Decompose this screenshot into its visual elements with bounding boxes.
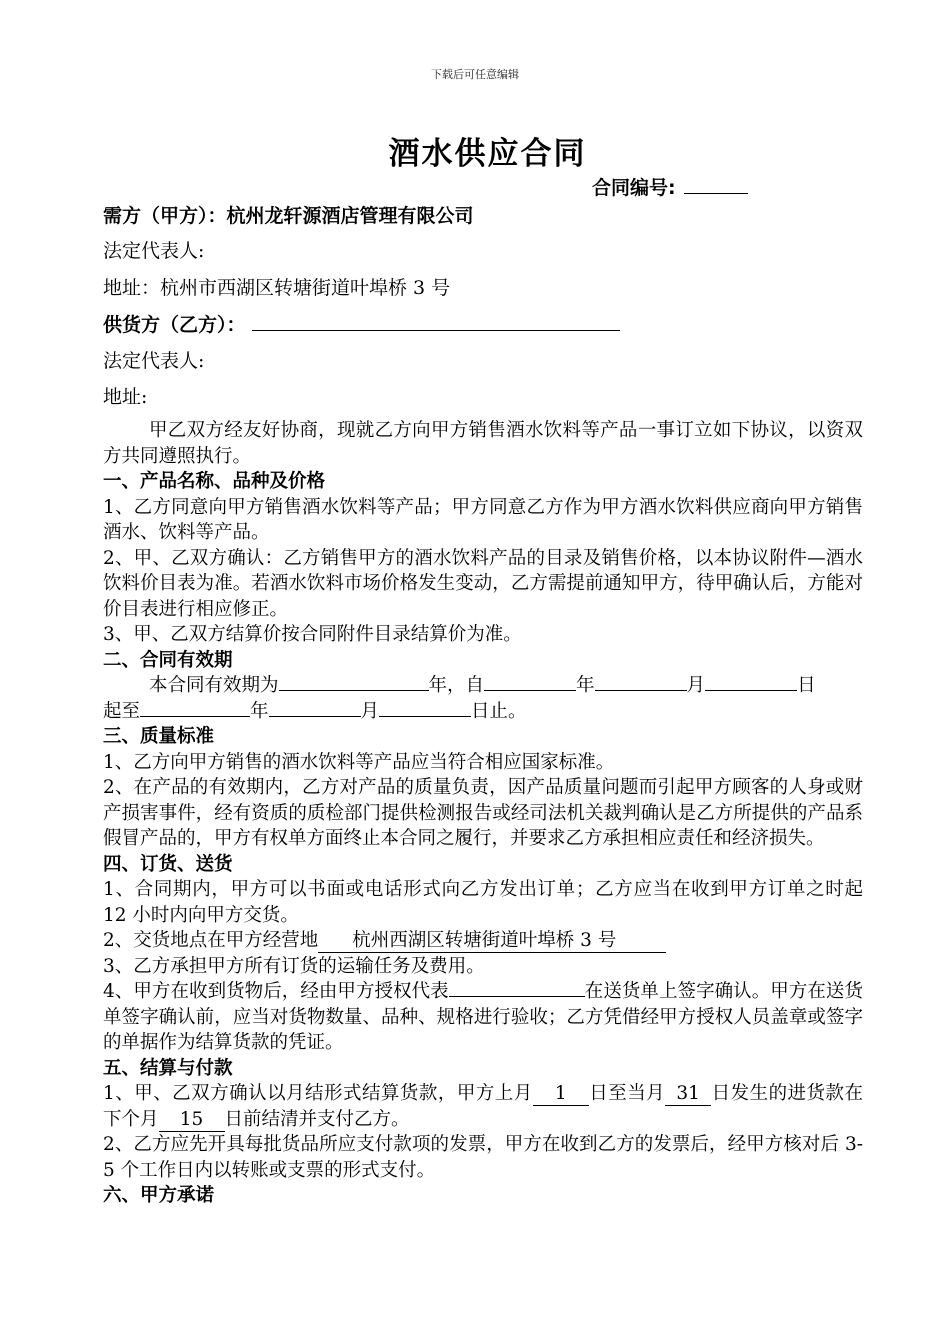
supplier-label: 供货方（乙方）：	[103, 314, 246, 336]
header-note: 下载后可任意编辑	[431, 68, 519, 81]
end-day-blank[interactable]	[379, 716, 471, 717]
payment-text-3: 日发生的进货款在下个月	[103, 1083, 863, 1130]
authorized-rep-text: 在送货单上签字确认。甲方在送货单签字确认前，应当对货物数量、品种、规格进行验收；乙方凭借经甲方授权人员盖章或签字的单据作为结算货款的凭证。	[103, 981, 863, 1053]
supplier-legal-rep: 法定代表人:	[103, 350, 205, 372]
term-text-2: 年，自	[428, 675, 485, 696]
section-4-clause-3: 3、乙方承担甲方所有订货的运输任务及费用。	[103, 955, 485, 977]
payment-text-2: 日至当月	[588, 1083, 666, 1104]
document-title: 酒水供应合同	[388, 136, 587, 172]
section-2-term	[103, 673, 863, 724]
contract-body	[103, 418, 863, 1209]
section-3-clause-2: 2、在产品的有效期内，乙方对产品的质量负责，因产品质量问题而引起甲方顾客的人身或财产损害事件，经有资质的质检部门提供检测报告或经司法机关裁判确认是乙方所提供的产品系假冒产品的，甲方有权单方面终止本合同之履行，并要求乙方承担相应责任和经济损失。	[103, 777, 863, 849]
section-1-clause-3: 3、甲、乙双方结算价按合同附件目录结算价为准。	[103, 624, 522, 645]
section-1-clause-1: 1、乙方同意向甲方销售酒水饮料等产品；甲方同意乙方作为甲方酒水饮料供应商向甲方销售酒水、饮料等产品。	[103, 496, 863, 543]
section-3-clause-1: 1、乙方向甲方销售的酒水饮料等产品应当符合相应国家标准。	[103, 751, 615, 773]
authorized-rep-blank[interactable]	[449, 996, 585, 997]
section-4-clause-1: 1、合同期内，甲方可以书面或电话形式向乙方发出订单；乙方应当在收到甲方订单之时起 12 小时内向甲方交货。	[103, 879, 863, 926]
buyer-legal-rep: 法定代表人:	[103, 240, 205, 262]
delivery-address: 杭州西湖区转塘街道叶埠桥 3 号	[318, 930, 666, 953]
term-text-4: 月	[686, 675, 706, 696]
contract-number-label: 合同编号:	[592, 177, 676, 199]
delivery-place-label: 2、交货地点在甲方经营地	[103, 930, 319, 951]
payment-end-day: 31	[665, 1083, 711, 1106]
supplier-row	[103, 310, 620, 337]
payment-start-day: 1	[533, 1083, 589, 1106]
payment-text-4: 日前结清并支付乙方。	[224, 1108, 410, 1130]
start-day-blank[interactable]	[705, 690, 797, 691]
section-5-title: 五、结算与付款	[103, 1057, 233, 1079]
term-text-6: 起至	[103, 700, 141, 722]
term-text-1: 本合同有效期为	[149, 675, 279, 696]
section-5-clause-2: 2、乙方应先开具每批货品所应支付款项的发票，甲方在收到乙方的发票后，经甲方核对后 3-5 个工作日内以转账或支票的形式支付。	[103, 1134, 863, 1181]
section-6-title: 六、甲方承诺	[103, 1185, 215, 1206]
authorized-rep-label: 4、甲方在收到货物后，经由甲方授权代表	[103, 981, 449, 1002]
start-year-blank[interactable]	[484, 690, 576, 691]
term-text-8: 月	[360, 700, 380, 722]
section-5-clause-1	[103, 1081, 863, 1132]
payment-text-1: 1、甲、乙双方确认以月结形式结算货款，甲方上月	[103, 1083, 533, 1104]
term-text-3: 年	[576, 675, 595, 696]
preamble: 甲乙双方经友好协商，现就乙方向甲方销售酒水饮料等产品一事订立如下协议，以资双方共同遵照执行。	[103, 420, 863, 467]
buyer-label: 需方（甲方）：杭州龙轩源酒店管理有限公司	[103, 205, 474, 227]
contract-number	[592, 173, 748, 200]
section-4-clause-4	[103, 979, 863, 1056]
end-month-blank[interactable]	[269, 716, 361, 717]
buyer-address: 地址：杭州市西湖区转塘街道叶埠桥 3 号	[103, 277, 451, 299]
supplier-address: 地址:	[103, 386, 148, 408]
term-text-9: 日止。	[471, 700, 527, 722]
payment-due-day: 15	[159, 1109, 225, 1132]
term-years-blank[interactable]	[279, 690, 429, 691]
start-month-blank[interactable]	[595, 690, 687, 691]
contract-number-blank[interactable]	[684, 175, 748, 194]
section-2-title: 二、合同有效期	[103, 649, 233, 671]
term-text-5: 日	[797, 675, 816, 696]
term-text-7: 年	[250, 700, 269, 722]
supplier-name-blank[interactable]	[252, 312, 620, 331]
section-3-title: 三、质量标准	[103, 726, 215, 747]
section-1-title: 一、产品名称、品种及价格	[103, 471, 326, 492]
end-year-blank[interactable]	[140, 716, 250, 717]
section-4-title: 四、订货、送货	[103, 853, 233, 875]
section-4-clause-2	[103, 928, 863, 954]
section-1-clause-2: 2、甲、乙双方确认：乙方销售甲方的酒水饮料产品的目录及销售价格，以本协议附件—酒水饮料价目表为准。若酒水饮料市场价格发生变动，乙方需提前通知甲方，待甲确认后，方能对价目表进行相应修正。	[103, 547, 863, 620]
